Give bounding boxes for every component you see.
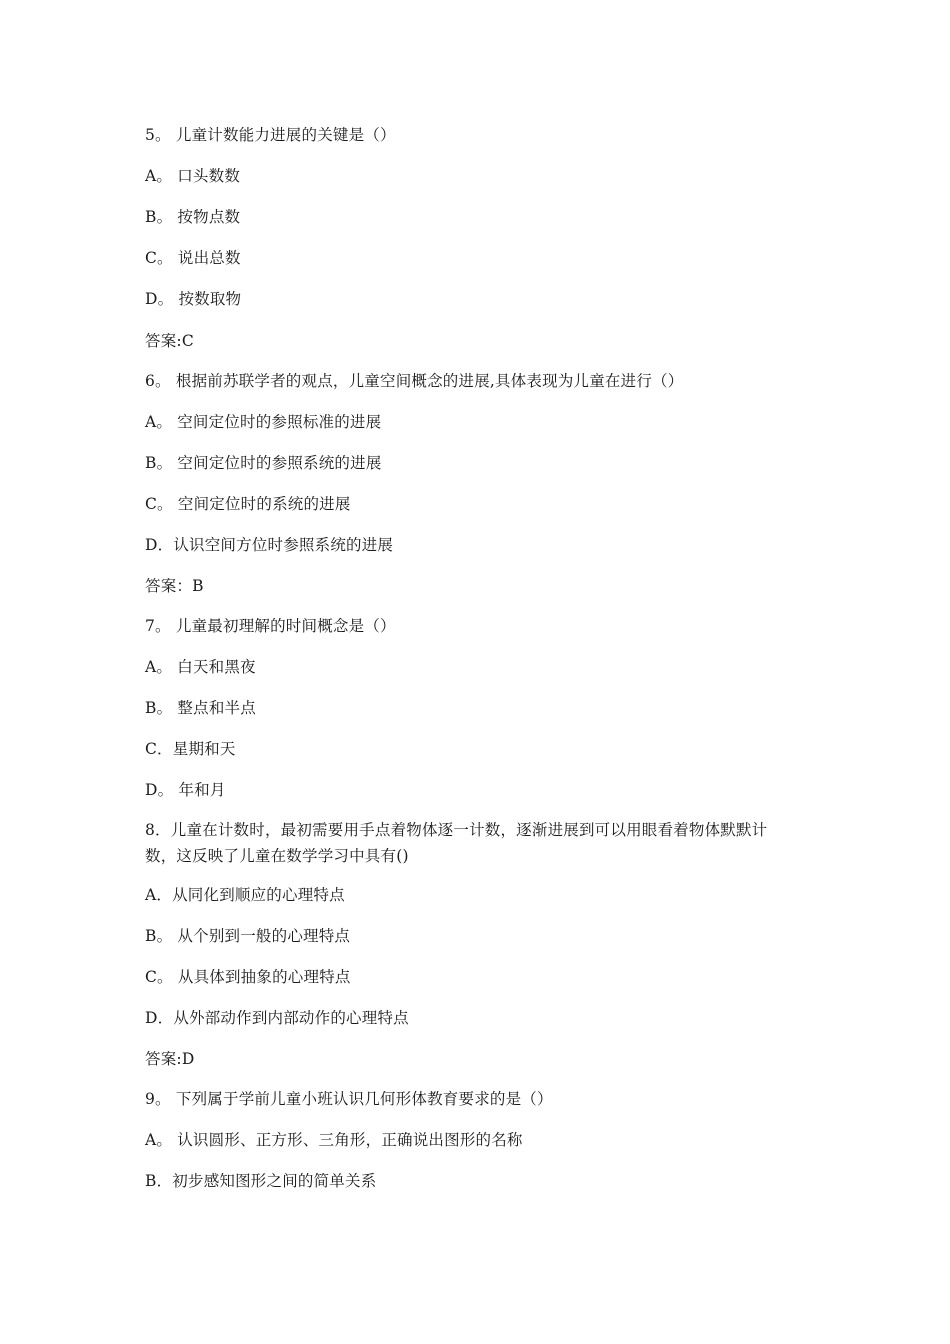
option-a: A。 白天和黑夜 bbox=[145, 658, 256, 676]
option-d: D。 按数取物 bbox=[145, 290, 242, 308]
question-7: 7。 儿童最初理解的时间概念是（） bbox=[145, 617, 396, 635]
option-d: D．从外部动作到内部动作的心理特点 bbox=[145, 1009, 409, 1027]
option-b: B。 从个别到一般的心理特点 bbox=[145, 927, 351, 945]
option-a: A。 口头数数 bbox=[145, 167, 241, 185]
option-b: B。 空间定位时的参照系统的进展 bbox=[145, 454, 382, 472]
answer: 答案：B bbox=[145, 577, 204, 595]
answer: 答案:D bbox=[145, 1050, 195, 1068]
answer: 答案:C bbox=[145, 332, 194, 350]
option-d: D。 年和月 bbox=[145, 781, 226, 799]
option-c: C。 说出总数 bbox=[145, 249, 241, 267]
option-c: C。 空间定位时的系统的进展 bbox=[145, 495, 351, 513]
option-b: B。 整点和半点 bbox=[145, 699, 256, 717]
option-c: C。 从具体到抽象的心理特点 bbox=[145, 968, 351, 986]
question-5: 5。 儿童计数能力进展的关键是（） bbox=[145, 126, 396, 144]
question-6: 6。 根据前苏联学者的观点，儿童空间概念的进展,具体表现为儿童在进行（） bbox=[145, 372, 684, 390]
option-a: A。 空间定位时的参照标准的进展 bbox=[145, 413, 382, 431]
option-a: A．从同化到顺应的心理特点 bbox=[145, 886, 345, 904]
question-9: 9。 下列属于学前儿童小班认识几何形体教育要求的是（） bbox=[145, 1090, 553, 1108]
option-a: A。 认识圆形、正方形、三角形，正确说出图形的名称 bbox=[145, 1131, 523, 1149]
option-b: B．初步感知图形之间的简单关系 bbox=[145, 1172, 377, 1190]
question-8: 8．儿童在计数时，最初需要用手点着物体逐一计数，逐渐进展到可以用眼看着物体默默计数，这反映了儿童在数学学习中具有() bbox=[145, 821, 768, 865]
option-b: B。 按物点数 bbox=[145, 208, 241, 226]
option-c: C．星期和天 bbox=[145, 740, 236, 758]
option-d: D．认识空间方位时参照系统的进展 bbox=[145, 536, 394, 554]
